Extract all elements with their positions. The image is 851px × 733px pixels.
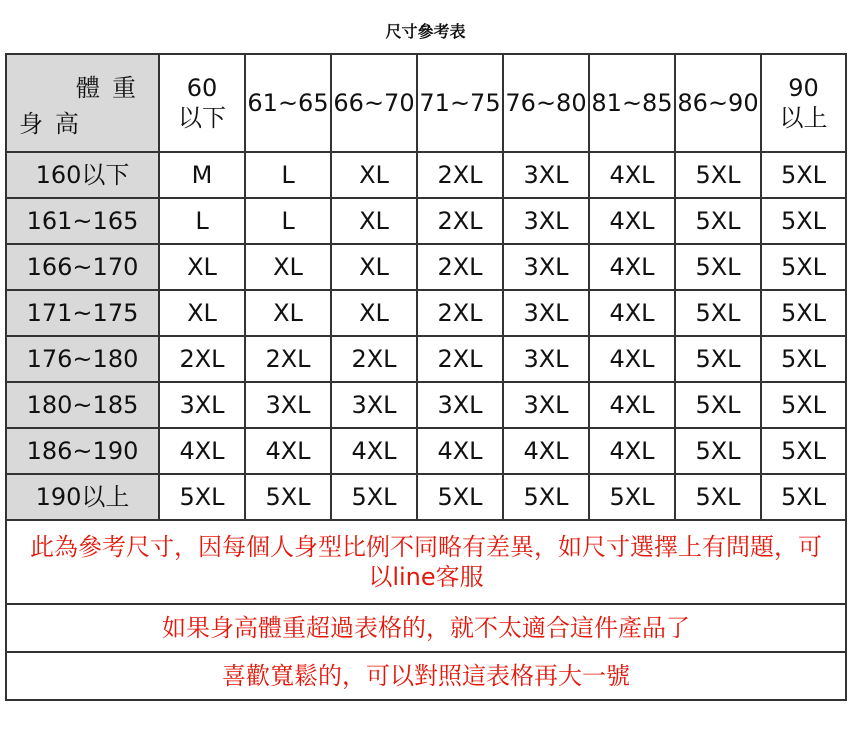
table-row: [6, 382, 846, 428]
height-label-cell: 160以下: [6, 152, 159, 198]
height-label-cell: 171~175: [6, 290, 159, 336]
size-cell: 5XL: [675, 428, 761, 474]
weight-header-cell: [417, 54, 503, 152]
weight-header-label: 60: [186, 74, 218, 102]
size-cell: XL: [159, 244, 245, 290]
weight-header-cell: [159, 54, 245, 152]
size-cell: 4XL: [245, 428, 331, 474]
size-cell: 4XL: [589, 290, 675, 336]
size-cell: L: [245, 152, 331, 198]
size-cell: XL: [159, 290, 245, 336]
size-cell: 3XL: [503, 290, 589, 336]
size-cell: 5XL: [675, 474, 761, 520]
size-cell: 5XL: [417, 474, 503, 520]
size-cell: L: [245, 198, 331, 244]
corner-header-cell: [6, 54, 159, 152]
size-cell: 4XL: [417, 428, 503, 474]
weight-header-cell: [331, 54, 417, 152]
size-cell: 3XL: [503, 198, 589, 244]
size-cell: 3XL: [331, 382, 417, 428]
size-cell: 4XL: [331, 428, 417, 474]
table-row: [6, 152, 846, 198]
size-cell: 4XL: [589, 336, 675, 382]
note-row-1: [6, 520, 846, 604]
note-row-2: [6, 604, 846, 652]
size-cell: 2XL: [417, 198, 503, 244]
weight-header-label: 90: [788, 74, 819, 102]
size-chart-table: [5, 53, 847, 701]
size-cell: 5XL: [245, 474, 331, 520]
size-cell: 4XL: [589, 198, 675, 244]
header-row: [6, 54, 846, 152]
size-cell: 3XL: [503, 336, 589, 382]
size-cell: XL: [245, 244, 331, 290]
weight-header-label: 76~80: [505, 89, 587, 117]
height-label-cell: 176~180: [6, 336, 159, 382]
weight-header-cell: [245, 54, 331, 152]
size-cell: 4XL: [159, 428, 245, 474]
note-reference: 此為參考尺寸，因每個人身型比例不同略有差異，如尺寸選擇上有問題，可以line客服: [6, 520, 846, 604]
size-cell: 5XL: [761, 474, 846, 520]
size-cell: 3XL: [503, 382, 589, 428]
size-cell: 2XL: [417, 336, 503, 382]
size-cell: 5XL: [589, 474, 675, 520]
height-label-cell: 190以上: [6, 474, 159, 520]
note-loose-fit: 喜歡寬鬆的，可以對照這表格再大一號: [6, 652, 846, 700]
size-cell: L: [159, 198, 245, 244]
size-cell: 4XL: [503, 428, 589, 474]
size-cell: 5XL: [761, 382, 846, 428]
size-cell: XL: [331, 290, 417, 336]
height-label-cell: 180~185: [6, 382, 159, 428]
size-cell: 5XL: [503, 474, 589, 520]
table-row: [6, 244, 846, 290]
size-cell: 3XL: [503, 152, 589, 198]
size-cell: 3XL: [503, 244, 589, 290]
size-cell: XL: [331, 244, 417, 290]
size-cell: 5XL: [159, 474, 245, 520]
size-cell: 2XL: [331, 336, 417, 382]
size-cell: 5XL: [675, 152, 761, 198]
weight-header-cell: [503, 54, 589, 152]
size-cell: 2XL: [245, 336, 331, 382]
weight-header-cell: [761, 54, 846, 152]
note-out-of-range: 如果身高體重超過表格的，就不太適合這件產品了: [6, 604, 846, 652]
size-cell: 5XL: [675, 382, 761, 428]
size-cell: M: [159, 152, 245, 198]
size-cell: 5XL: [675, 336, 761, 382]
size-cell: 4XL: [589, 244, 675, 290]
size-cell: 5XL: [761, 290, 846, 336]
size-cell: 5XL: [675, 198, 761, 244]
size-cell: 4XL: [589, 152, 675, 198]
weight-header-cell: [589, 54, 675, 152]
weight-header-label: 66~70: [333, 89, 415, 117]
weight-header-label: 以上: [779, 104, 828, 132]
table-row: [6, 290, 846, 336]
size-cell: 5XL: [761, 198, 846, 244]
weight-header-cell: [675, 54, 761, 152]
page-title: 尺寸參考表: [385, 22, 466, 41]
weight-header-label: 81~85: [591, 89, 673, 117]
size-cell: XL: [331, 152, 417, 198]
size-cell: 5XL: [761, 152, 846, 198]
height-label-cell: 161~165: [6, 198, 159, 244]
height-label-cell: 166~170: [6, 244, 159, 290]
size-cell: 5XL: [675, 290, 761, 336]
weight-header-label: 61~65: [247, 89, 329, 117]
weight-axis-label: 體重: [76, 74, 148, 102]
size-cell: 5XL: [331, 474, 417, 520]
size-cell: 5XL: [761, 244, 846, 290]
size-cell: 5XL: [675, 244, 761, 290]
size-chart-body: [6, 54, 846, 520]
weight-header-label: 71~75: [419, 89, 501, 117]
note-row-3: [6, 652, 846, 700]
size-cell: XL: [331, 198, 417, 244]
weight-header-label: 以下: [178, 104, 226, 132]
height-axis-label: 身高: [19, 110, 91, 138]
size-cell: 2XL: [159, 336, 245, 382]
size-cell: 3XL: [159, 382, 245, 428]
size-cell: 5XL: [761, 336, 846, 382]
weight-header-label: 86~90: [677, 89, 759, 117]
table-row: [6, 474, 846, 520]
table-row: [6, 428, 846, 474]
size-cell: 2XL: [417, 152, 503, 198]
size-cell: 2XL: [417, 290, 503, 336]
size-cell: 5XL: [761, 428, 846, 474]
table-row: [6, 336, 846, 382]
size-cell: 3XL: [417, 382, 503, 428]
size-cell: 4XL: [589, 428, 675, 474]
size-cell: 2XL: [417, 244, 503, 290]
size-cell: 4XL: [589, 382, 675, 428]
size-cell: 3XL: [245, 382, 331, 428]
table-row: [6, 198, 846, 244]
height-label-cell: 186~190: [6, 428, 159, 474]
size-cell: XL: [245, 290, 331, 336]
